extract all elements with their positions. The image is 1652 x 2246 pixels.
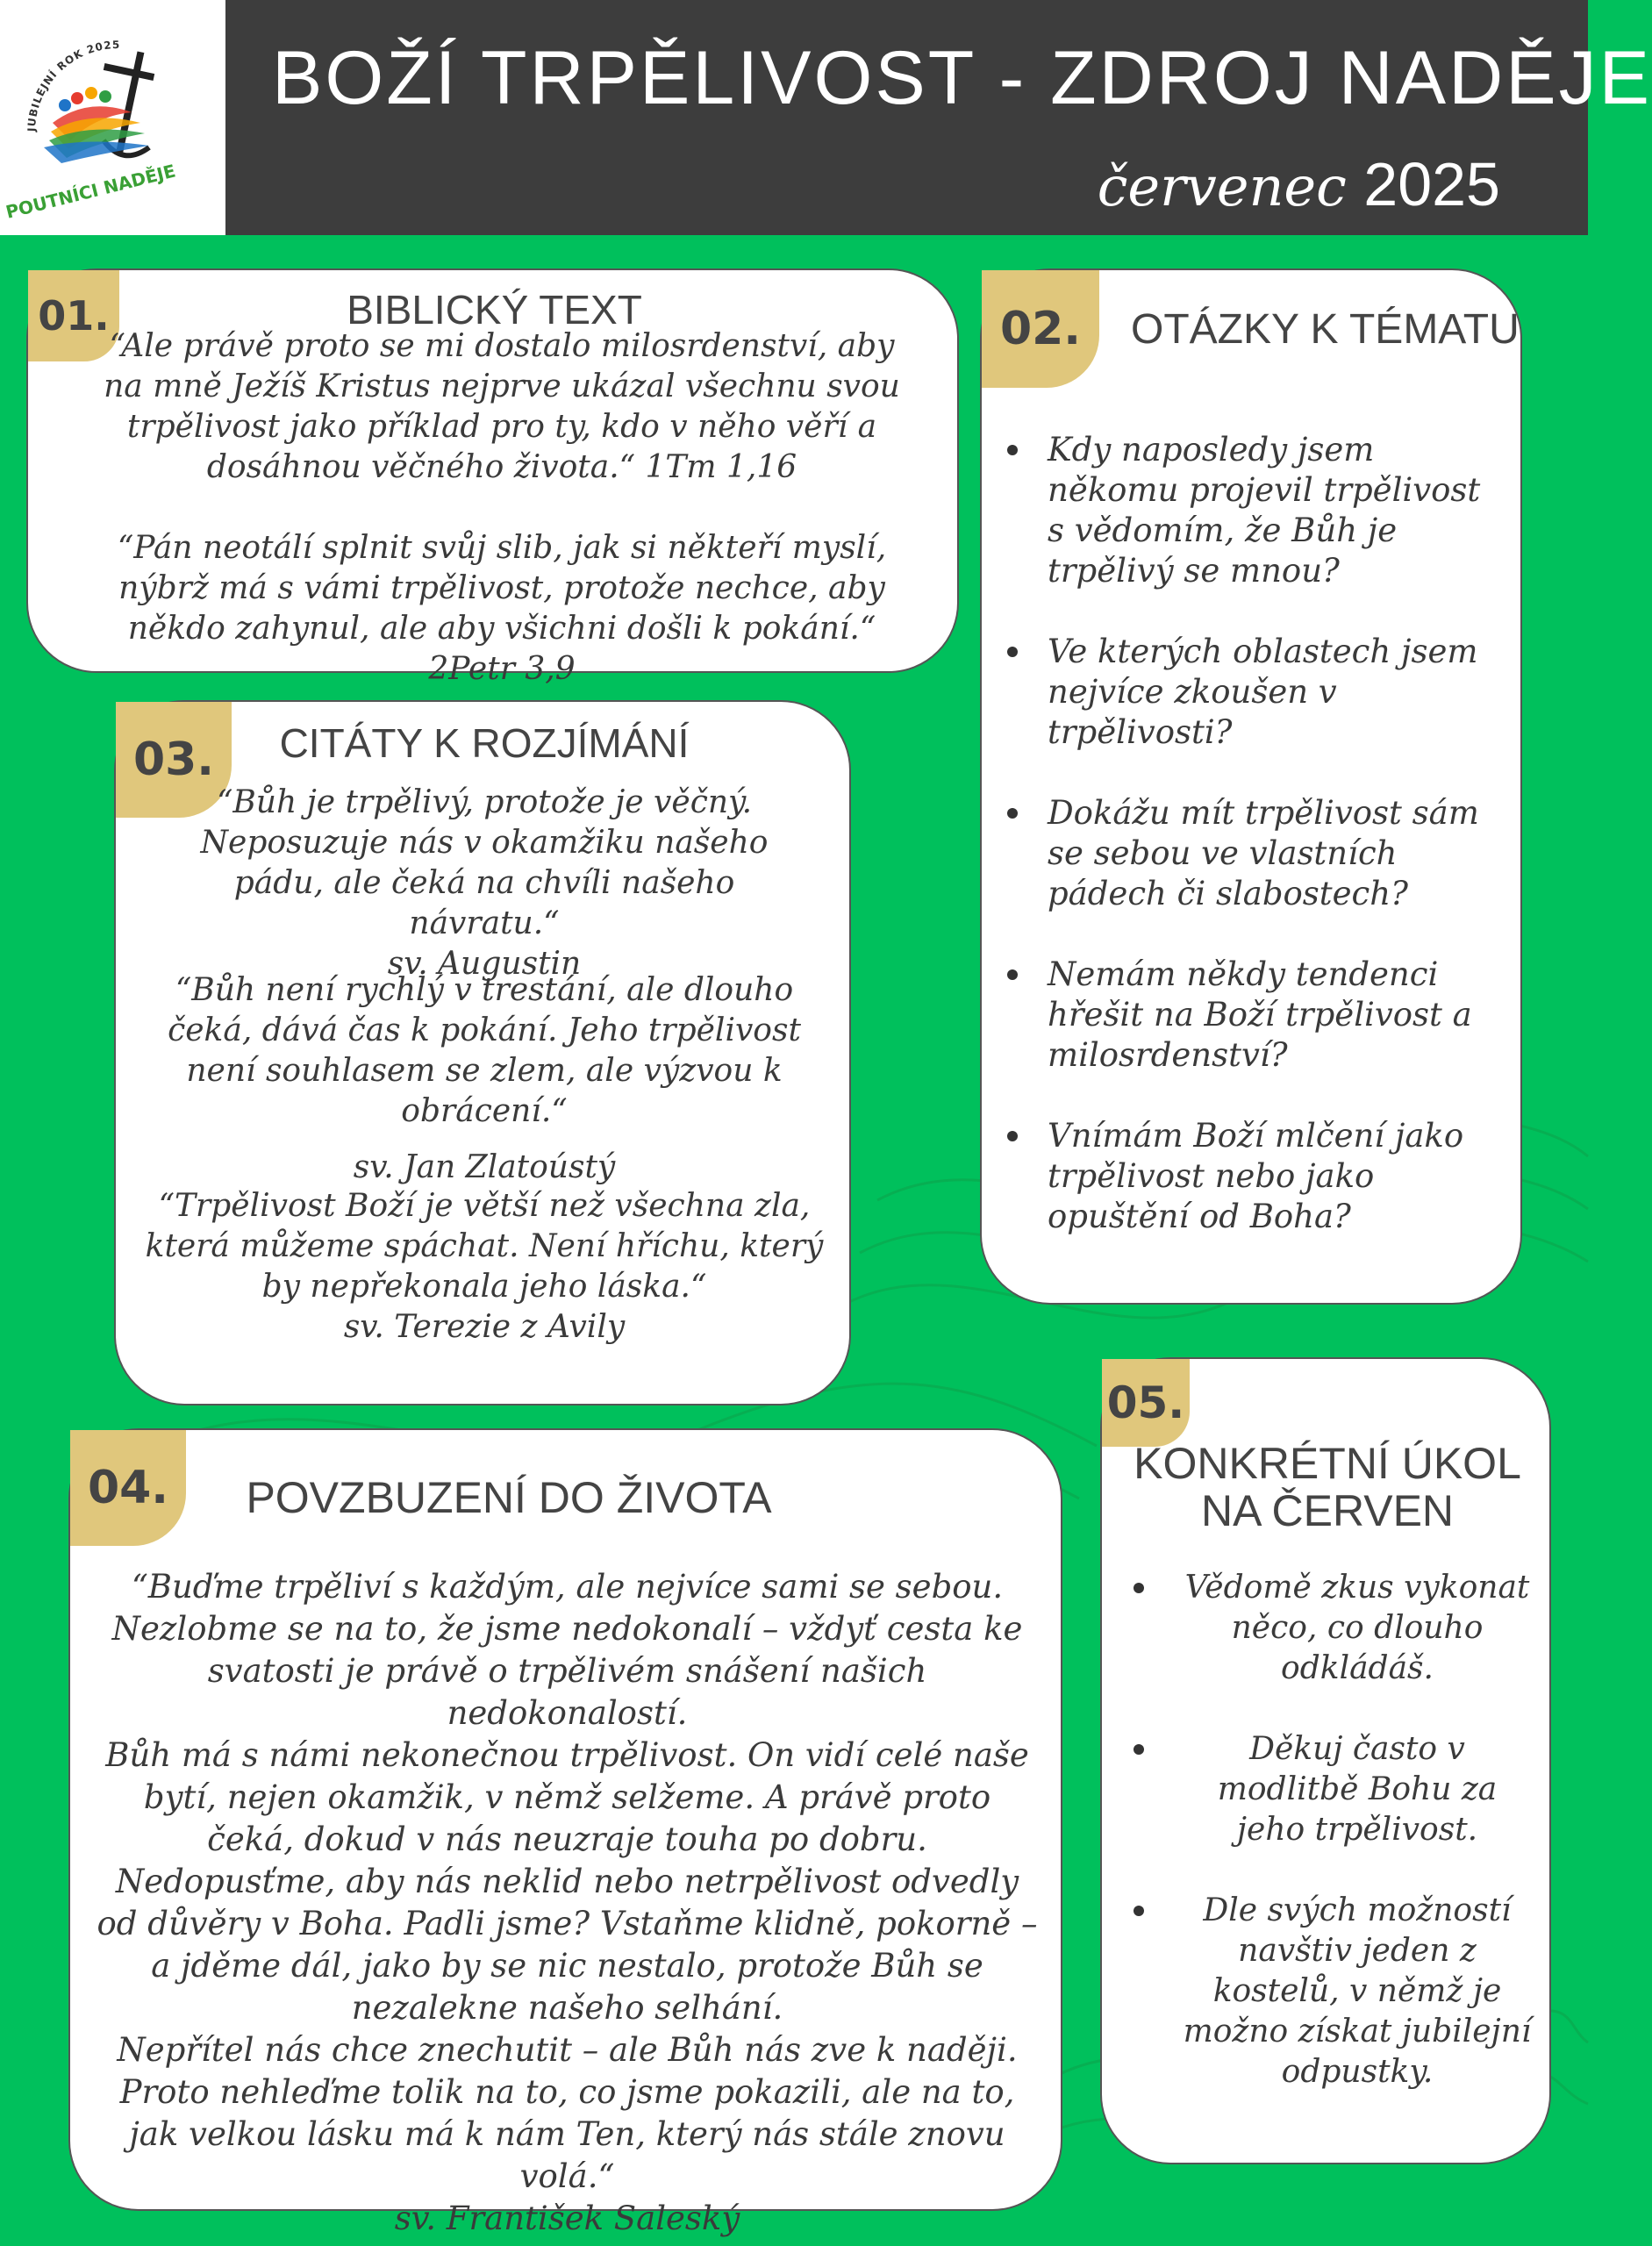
card-biblical-text [26,268,959,687]
task-text: Děkuj často v modlitbě Bohu za jeho trpělivost. [1217,1731,1498,1848]
section-heading: CITÁTY K ROZJÍMÁNÍ [279,720,690,766]
month-label: červenec [1097,154,1347,218]
card-encouragement [68,1428,1062,2237]
page-title: BOŽÍ TRPĚLIVOST - ZDROJ NADĚJE [272,36,1652,120]
quote-author: sv. František Saleský [394,2200,740,2237]
card-quotes [114,700,851,1406]
header-bar [0,0,1652,235]
quote-3 [142,1186,826,1348]
quote-text: “Bůh je trpělivý, protože je věčný. Neposuzuje nás v okamžiku našeho pádu, ale čeká na chvíli našeho návratu.“ [200,784,769,941]
encouragement-text [97,1566,1038,2240]
task-text: Dle svých možností navštiv jeden z kostelů, v němž je možno získat jubilejní odpustky. [1183,1892,1532,2090]
section-number-badge: 01. [28,270,119,361]
section-heading: POVZBUZENÍ DO ŽIVOTA [246,1473,772,1522]
month-subtitle [1098,149,1500,219]
card-questions [980,268,1522,1305]
list-item: Kdy naposledy jsem někomu projevil trpělivost s vědomím, že Bůh je trpělivý se mnou? [1048,430,1486,591]
card-task [1100,1357,1551,2164]
section-heading: OTÁZKY K TÉMATU [1131,306,1520,353]
quote-author: sv. Augustin [387,946,582,982]
list-item [1123,1891,1535,2092]
paragraph: “Buďme trpěliví s každým, ale nejvíce sami se sebou. Nezlobme se na to, že jsme nedokonalí – vždyť cesta ke svatosti je právě o trpělivém snášení našich nedokonalostí. [111,1568,1023,1732]
verse-1tm: “Ale právě proto se mi dostalo milosrdenství, aby na mně Ježíš Kristus nejprve ukázal všechnu svou trpělivost jako příklad pro ty, kdo v něho věří a dosáhnou věčného života.“ 1Tm 1,16 [104,328,900,485]
quote-1 [195,783,774,984]
paragraph: Nepřítel nás chce znechutit – ale Bůh nás zve k naději. Proto nehleďme tolik na to, co jsme pokazili, ale na to, jak velkou lásku má k nám Ten, který nás stále znovu volá.“ [117,2031,1018,2195]
year-label: 2025 [1363,150,1500,218]
quote-text: “Bůh není rychlý v trestání, ale dlouho čeká, dává čas k pokání. Jeho trpělivost není souhlasem se zlem, ale výzvou k obrácení.“ [168,972,801,1129]
list-item [1123,1568,1535,1689]
section-number-badge: 03. [116,702,232,818]
list-item: Ve kterých oblastech jsem nejvíce zkoušen v trpělivosti? [1048,632,1486,753]
heading-line: KONKRÉTNÍ ÚKOL [1134,1439,1521,1488]
list-item: Nemám někdy tendenci hřešit na Boží trpělivost a milosrdenství? [1048,955,1486,1076]
list-item: Vnímám Boží mlčení jako trpělivost nebo jako opuštění od Boha? [1048,1116,1486,1237]
jubilee-logo-graphic [0,0,225,235]
quote-2 [160,970,809,1188]
paragraph: Bůh má s námi nekonečnou trpělivost. On vidí celé naše bytí, nejen okamžik, v němž selžeme. A právě proto čeká, dokud v nás neuzraje touha po dobru. [105,1736,1029,1858]
jubilee-logo [0,0,225,235]
quote-author: sv. Terezie z Avily [343,1309,626,1345]
task-text: Vědomě zkus vykonat něco, co dlouho odkládáš. [1184,1570,1530,1686]
section-heading: BIBLICKÝ TEXT [347,287,642,333]
list-item: Dokážu mít trpělivost sám se sebou ve vlastních pádech či slabostech? [1048,793,1486,914]
section-number-badge: 05. [1102,1359,1190,1447]
paragraph: Nedopusťme, aby nás neklid nebo netrpělivost odvedly od důvěry v Boha. Padli jsme? Vstaňme klidně, pokorně – a jděme dál, jako by se nic nestalo, protože Bůh se nezalekne našeho selhání. [97,1863,1038,2027]
logo-arc-text: JUBILEJNÍ ROK 2025 [25,38,121,132]
question-list [1048,430,1486,1237]
task-list [1123,1568,1535,2092]
heading-line: NA ČERVEN [1200,1486,1455,1535]
list-item [1123,1729,1535,1850]
section-number-badge: 04. [70,1430,186,1546]
section-number-badge: 02. [982,270,1099,388]
quote-author: sv. Jan Zlatoústý [353,1149,616,1185]
quote-text: “Trpělivost Boží je větší než všechna zla, která můžeme spáchat. Není hříchu, který by nepřekonala jeho láska.“ [145,1188,824,1305]
biblical-verses [98,326,905,690]
section-heading [1102,1440,1553,1534]
verse-2petr: “Pán neotálí splnit svůj slib, jak si někteří myslí, nýbrž má s vámi trpělivost, protože nechce, aby někdo zahynul, ale aby všichni došli k pokání.“ 2Petr 3,9 [117,530,887,687]
logo-bottom-text: POUTNÍCI NADĚJE [4,160,178,223]
